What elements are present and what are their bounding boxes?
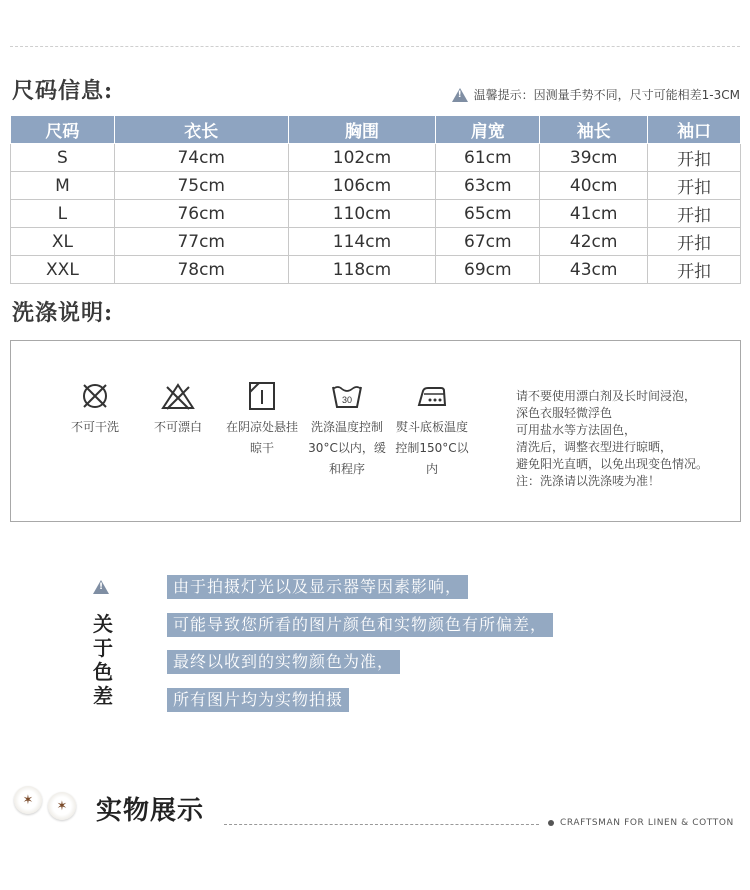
wash-notes <box>516 388 708 490</box>
table-cell: 39cm <box>540 144 648 172</box>
table-row <box>11 200 741 228</box>
color-diff-line: 最终以收到的实物颜色为准， <box>167 650 400 674</box>
bullet-icon <box>548 820 554 826</box>
wash-item-iron <box>391 379 473 480</box>
table-cell: 67cm <box>436 228 540 256</box>
column-header: 肩宽 <box>436 116 540 144</box>
size-section-title: 尺码信息: <box>12 78 114 104</box>
wash-section-title: 洗涤说明: <box>12 300 114 326</box>
wash-label: 洗涤温度控制30°C以内，缓和程序 <box>308 420 386 476</box>
size-table-header <box>11 116 741 144</box>
column-header: 胸围 <box>288 116 436 144</box>
table-cell: 41cm <box>540 200 648 228</box>
table-cell: 开扣 <box>648 228 741 256</box>
size-notice <box>452 86 740 103</box>
column-header: 尺码 <box>11 116 115 144</box>
no-dry-clean-icon <box>63 379 127 413</box>
table-cell: 74cm <box>114 144 288 172</box>
table-cell: 42cm <box>540 228 648 256</box>
brand-tagline <box>548 818 734 828</box>
wash-temp-text: 30 <box>341 395 353 405</box>
wash-label: 在阴凉处悬挂晾干 <box>225 420 298 455</box>
column-header: 袖长 <box>540 116 648 144</box>
table-cell: 40cm <box>540 172 648 200</box>
table-cell: 61cm <box>436 144 540 172</box>
table-cell: 110cm <box>288 200 436 228</box>
table-cell: 65cm <box>436 200 540 228</box>
table-cell: 114cm <box>288 228 436 256</box>
table-cell: 开扣 <box>648 172 741 200</box>
table-cell: 69cm <box>436 256 540 284</box>
wash-label: 不可漂白 <box>153 420 202 434</box>
wash-label: 熨斗底板温度控制150°C以内 <box>395 420 469 476</box>
warning-icon <box>452 88 468 102</box>
cotton-flower-icon: ✶ <box>14 786 42 814</box>
table-cell: 开扣 <box>648 144 741 172</box>
wash-item-hang-dry <box>221 379 303 459</box>
size-cell: L <box>11 200 115 228</box>
table-cell: 75cm <box>114 172 288 200</box>
wash-note-line: 避免阳光直晒，以免出现变色情况。 <box>516 457 709 471</box>
wash-instructions-box <box>10 340 741 522</box>
table-cell: 76cm <box>114 200 288 228</box>
wash-item-no-dry-clean <box>63 379 127 438</box>
wash-note-line: 可用盐水等方法固色， <box>516 423 637 437</box>
iron-icon <box>391 379 473 413</box>
table-cell: 77cm <box>114 228 288 256</box>
color-diff-line: 由于拍摄灯光以及显示器等因素影响， <box>167 575 468 599</box>
wash-note-line: 深色衣服轻微浮色 <box>516 406 613 420</box>
wash-label: 不可干洗 <box>70 420 119 434</box>
table-cell: 118cm <box>288 256 436 284</box>
brand-text: CRAFTSMAN FOR LINEN & COTTON <box>560 818 734 828</box>
display-section-title: 实物展示 <box>96 796 205 826</box>
hang-dry-shade-icon <box>221 379 303 413</box>
size-cell: M <box>11 172 115 200</box>
table-row <box>11 256 741 284</box>
warning-icon <box>93 580 109 594</box>
color-diff-line: 所有图片均为实物拍摄 <box>167 688 349 712</box>
no-bleach-icon <box>146 379 210 413</box>
size-cell: S <box>11 144 115 172</box>
wash-30-icon <box>306 379 388 413</box>
cotton-flower-icon: ✶ <box>48 792 76 820</box>
display-divider <box>224 824 539 825</box>
column-header: 袖口 <box>648 116 741 144</box>
top-divider <box>10 46 740 47</box>
table-row <box>11 228 741 256</box>
table-cell: 开扣 <box>648 256 741 284</box>
table-cell: 开扣 <box>648 200 741 228</box>
size-cell: XXL <box>11 256 115 284</box>
color-diff-line: 可能导致您所看的图片颜色和实物颜色有所偏差， <box>167 613 553 637</box>
size-table <box>10 115 741 284</box>
table-cell: 102cm <box>288 144 436 172</box>
wash-item-no-bleach <box>146 379 210 438</box>
table-cell: 63cm <box>436 172 540 200</box>
size-cell: XL <box>11 228 115 256</box>
wash-note-line: 请不要使用漂白剂及长时间浸泡， <box>516 389 697 403</box>
table-row <box>11 144 741 172</box>
table-row <box>11 172 741 200</box>
table-cell: 43cm <box>540 256 648 284</box>
wash-note-line: 清洗后，调整衣型进行晾晒， <box>516 440 673 454</box>
wash-item-wash-30 <box>306 379 388 480</box>
column-header: 衣长 <box>114 116 288 144</box>
size-notice-text: 温馨提示：因测量手势不同，尺寸可能相差1-3CM <box>473 88 740 102</box>
table-cell: 78cm <box>114 256 288 284</box>
wash-note-line: 注：洗涤请以洗涤唛为准！ <box>516 474 661 488</box>
table-cell: 106cm <box>288 172 436 200</box>
color-diff-title: 关于色差 <box>93 612 113 708</box>
